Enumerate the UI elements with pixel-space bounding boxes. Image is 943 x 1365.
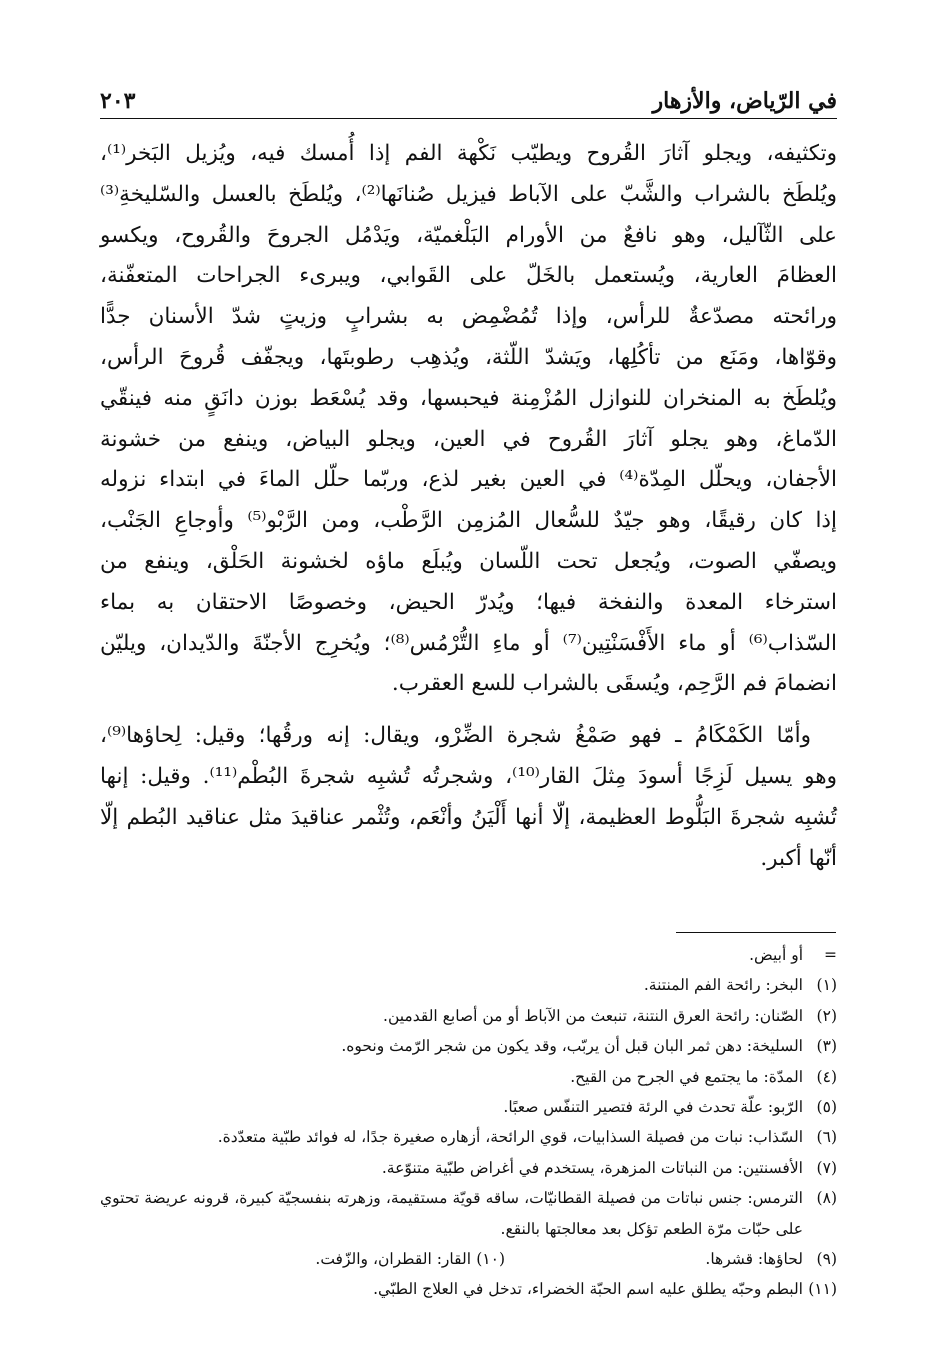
paragraph-1 xyxy=(100,134,837,705)
footnote-9 xyxy=(505,1244,837,1274)
text-line: ويُلطَخ بالشراب والشَّبّ على الآباط فيزيل صُنانَها⁽²⁾، ويُلطَخ بالعسل والسّليخةِ⁽³⁾ xyxy=(100,181,837,207)
text-line: على الثّآليل، وهو نافعٌ من الأورام البَلْغميّة، ويَدْمُل الجروحَ والقُروح، ويكسو xyxy=(100,222,837,248)
footnote-text: الأفسنتين: من النباتات المزهرة، يستخدم في أغراض طبّية متنوّعة. xyxy=(381,1158,803,1177)
header-rule xyxy=(100,118,837,119)
text-line: الأجفان، ويحلّل المِدّة⁽⁴⁾ في العين بغير لذع، وربّما حلّل الماءَ في ابتداء نزوله xyxy=(100,467,838,493)
footnote-rule xyxy=(676,932,836,933)
footnote-marker: (١١) xyxy=(808,1280,837,1299)
text-line: ويُلطَخ به المنخران للنوازل المُزْمِنة فيحبسها، وقد يُسْعَط بوزن دانَقٍ منه فينقّي xyxy=(100,385,837,411)
footnote-text: المدّة: ما يجتمع في الجرح من القيح. xyxy=(570,1067,803,1086)
footnote-continuation xyxy=(100,940,837,970)
footnote-1 xyxy=(100,970,837,1000)
footnote-marker: (٤) xyxy=(816,1067,837,1086)
text-line: وتكثيفه، ويجلو آثارَ القُروح ويطيّب نَكْهة الفم إذا أُمسك فيه، ويُزيل البَخر⁽¹⁾، xyxy=(100,141,837,166)
text-line: العظامَ العارية، ويُستعمل بالخَلّ على القَوابي، ويبرىء الجراحات المتعفّنة، xyxy=(100,263,837,289)
footnote-marker: (٢) xyxy=(816,1006,837,1025)
paragraph-2 xyxy=(100,716,837,879)
text-line: ويصفّي الصوت، ويُجعل تحت اللّسان ويُبلَع ماؤه لخشونة الحَلْق، وينفع من xyxy=(100,548,837,574)
footnote-6 xyxy=(100,1122,837,1152)
text-line: تُشبِه شجرةَ البَلُّوط العظيمة، إلّا أنها أَلْيَنُ وأنْعَم، وتُثْمر عناقيدَ مثل عناقيد البُطم إلّا xyxy=(100,804,837,830)
page-header xyxy=(100,74,837,114)
text-line: انضمامَ فم الرَّحِم، ويُسقَى بالشراب للسع العقرب. xyxy=(391,671,837,697)
text-line: أنّها أكبر. xyxy=(760,845,837,871)
footnote-text: القار: القطران، والزّفت. xyxy=(315,1250,471,1269)
footnote-marker: (٦) xyxy=(816,1128,837,1147)
text-line: وأمّا الكَمْكَامُ ـ فهو صَمْغُ شجرة الضِّرْو، ويقال: إنه ورقُها؛ وقيل: لِحاؤها⁽⁹⁾، xyxy=(100,723,811,749)
footnote-2 xyxy=(100,1001,837,1031)
footnotes xyxy=(100,940,837,1305)
footnote-marker: (٩) xyxy=(816,1250,837,1269)
footnote-text: السليخة: دهن ثمر البان قبل أن يربّب، وقد يكون من شجر الرّمث ونحوه. xyxy=(341,1037,803,1056)
footnote-8 xyxy=(100,1183,837,1244)
footnote-text: أو أبيض. xyxy=(749,946,803,964)
footnote-3 xyxy=(100,1031,837,1061)
footnote-text: الصّنان: رائحة العرق النتنة، تنبعث من الآباط أو من أصابع القدمين. xyxy=(383,1006,803,1025)
text-line: إذا كان رقيقًا، وهو جيّدٌ للسُّعال المُزمِن الرَّطْب، ومن الرَّبْو⁽⁵⁾ وأوجاعِ الجَنْب، xyxy=(100,508,837,534)
footnote-text: الرّبو: علّة تحدث في الرئة فتصير التنفّس صعبًا. xyxy=(503,1098,803,1117)
page-number: ٢٠٣ xyxy=(100,88,136,114)
footnote-5 xyxy=(100,1092,837,1122)
text-line: وقوّاها، ومَنَع من تأكُلِها، ويَشدّ اللّثة، ويُذهِب رطوبتَها، ويجفّف قُروحَ الرأس، xyxy=(100,344,837,370)
main-text xyxy=(100,134,837,879)
footnote-marker: (٨) xyxy=(816,1189,837,1208)
footnote-text: السّذاب: نبات من فصيلة السذابيات، قوي الرائحة، أزهاره صغيرة جدًا، له فوائد طبّية متعدّدة. xyxy=(217,1128,803,1147)
text-line: السّذاب⁽⁶⁾ أو ماء الأَفْسَنْتِين⁽⁷⁾ أو ماءِ التُّرْمُس⁽⁸⁾؛ ويُخرِج الأجنّةَ والدّيدان، ويليّن xyxy=(100,630,837,656)
footnote-marker: = xyxy=(824,946,837,964)
footnote-pair xyxy=(100,1244,837,1274)
footnote-text: لحاؤها: قشرها. xyxy=(705,1250,803,1269)
footnote-text: البطم وحبّه يطلق عليه اسم الحبّة الخضراء، تدخل في العلاج الطبّي. xyxy=(373,1280,803,1299)
footnote-11 xyxy=(100,1274,837,1304)
footnote-7 xyxy=(100,1153,837,1183)
text-line: استرخاء المعدة والنفخة فيها؛ ويُدرّ الحيض، وخصوصًا الاحتقان به بماء xyxy=(100,589,837,615)
footnote-marker: (٣) xyxy=(816,1037,837,1056)
text-line: ورائحته مصدّعةٌ للرأس، وإذا تُمُضْمِض به بشرابٍ وزيتٍ شدّ الأسنان جدًّا xyxy=(100,304,837,330)
footnote-text: البخر: رائحة الفم المنتنة. xyxy=(643,976,803,995)
footnote-marker: (١٠) xyxy=(476,1250,505,1269)
footnote-marker: (٥) xyxy=(816,1098,837,1117)
footnote-marker: (٧) xyxy=(816,1158,837,1177)
text-line: وهو يسيل لَزِجًا أسودَ مِثلَ القار⁽¹⁰⁾، وشجرتُه تُشبِه شجرةَ البُطْم⁽¹¹⁾. وقيل: إنها xyxy=(100,763,837,789)
text-line: الدّماغ، وهو يجلو آثارَ القُروح في العين، ويجلو البياض، وينفع من خشونة xyxy=(100,426,837,452)
footnote-4 xyxy=(100,1062,837,1092)
footnote-text: الترمس: جنس نباتات من فصيلة القطانيّات، ساقه قويّة مستقيمة، وزهرته بنفسجيّة كبيرة، قرونه عريضة تحتوي على حبّات مرّة الطعم تؤكل بعد معالجتها بالنقع. xyxy=(100,1189,803,1238)
running-title: في الرّياض، والأزهار xyxy=(652,88,837,114)
footnote-marker: (١) xyxy=(816,976,837,995)
footnote-10 xyxy=(173,1244,505,1274)
